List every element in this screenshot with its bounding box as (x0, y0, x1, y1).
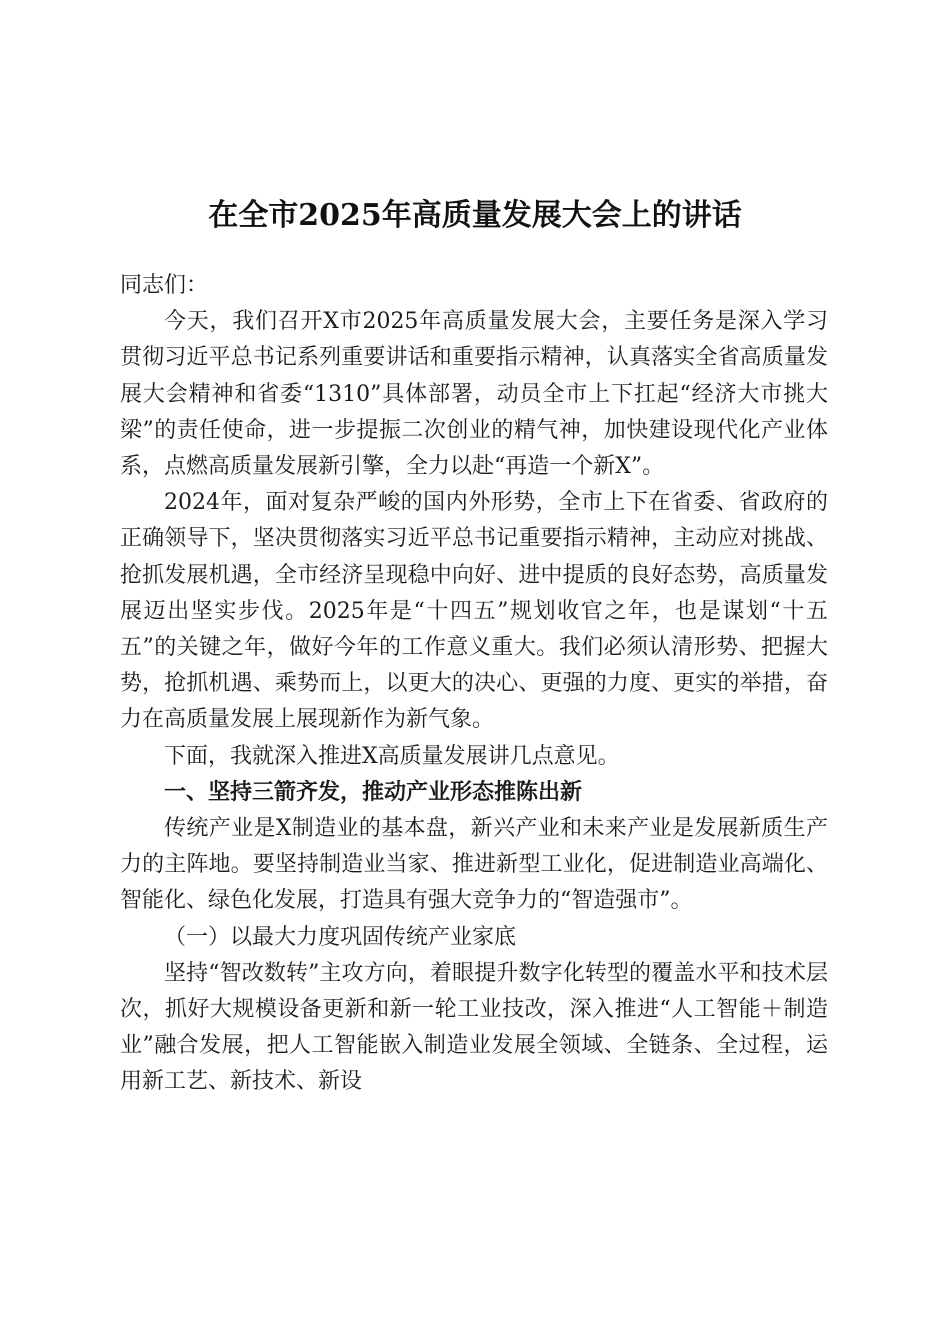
salutation: 同志们： (120, 273, 209, 298)
document-body (120, 268, 828, 1101)
paragraph-intro: 今天，我们召开X市2025年高质量发展大会，主要任务是深入学习贯彻习近平总书记系列重要讲话和重要指示精神，认真落实全省高质量发展大会精神和省委“1310”具体部署，动员全市上下扛起“经济大市挑大梁”的责任使命，进一步提振二次创业的精气神，加快建设现代化产业体系，点燃高质量发展新引擎，全力以赴“再造一个新X”。 (120, 309, 828, 480)
paragraph-transition: 下面，我就深入推进X高质量发展讲几点意见。 (164, 743, 620, 769)
document-title: 在全市2025年高质量发展大会上的讲话 (208, 198, 742, 233)
section-heading-1: 一、坚持三箭齐发，推动产业形态推陈出新 (164, 779, 583, 805)
section-1-intro: 传统产业是X制造业的基本盘，新兴产业和未来产业是发展新质生产力的主阵地。要坚持制造业当家、推进新型工业化，促进制造业高端化、智能化、绿色化发展，打造具有强大竞争力的“智造强市”。 (120, 816, 828, 914)
paragraph-review: 2024年，面对复杂严峻的国内外形势，全市上下在省委、省政府的正确领导下，坚决贯彻落实习近平总书记重要指示精神，主动应对挑战、抢抓发展机遇，全市经济呈现稳中向好、进中提质的良好态势，高质量发展迈出坚实步伐。2025年是“十四五”规划收官之年，也是谋划“十五五”的关键之年，做好今年的工作意义重大。我们必须认清形势、把握大势，抢抓机遇、乘势而上，以更大的决心、更强的力度、更实的举措，奋力在高质量发展上展现新作为新气象。 (120, 490, 828, 733)
subsection-heading-1: （一）以最大力度巩固传统产业家底 (164, 924, 517, 950)
subsection-1-text: 坚持“智改数转”主攻方向，着眼提升数字化转型的覆盖水平和技术层次，抓好大规模设备更新和新一轮工业技改，深入推进“人工智能＋制造业”融合发展，把人工智能嵌入制造业发展全领域、全链条、全过程，运用新工艺、新技术、新设 (120, 960, 828, 1095)
